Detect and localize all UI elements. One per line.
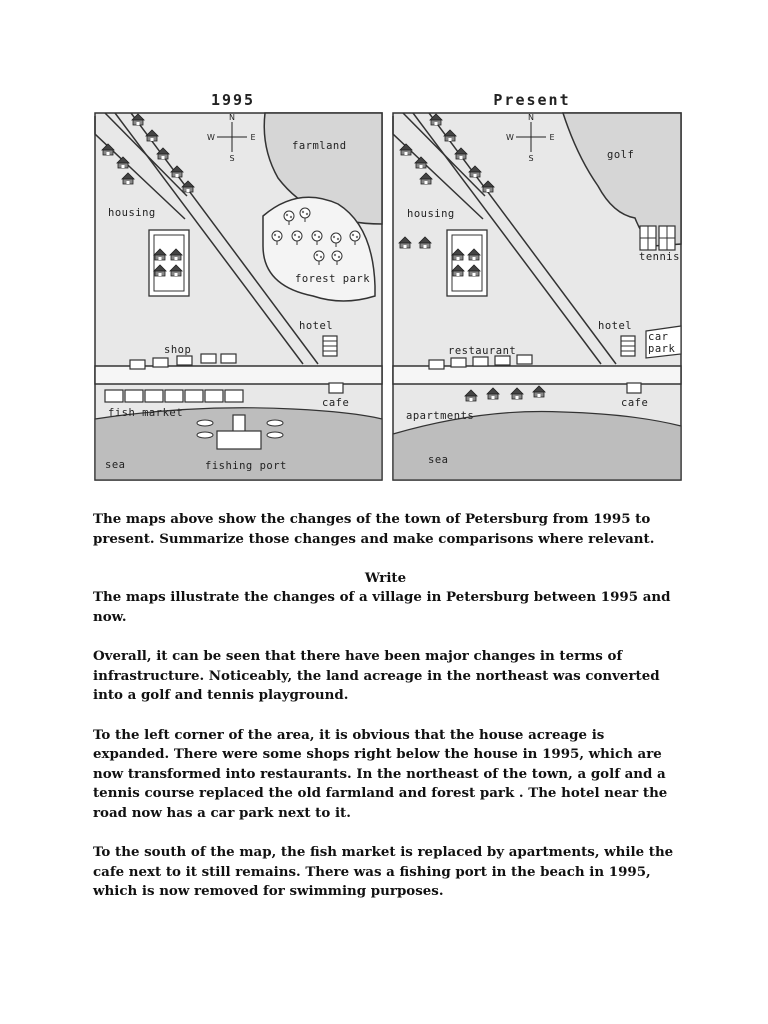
svg-text:E: E [250, 133, 256, 142]
label-farmland: farmland [292, 140, 347, 152]
label-cafe-1995: cafe [322, 397, 350, 409]
svg-text:W: W [506, 133, 514, 142]
svg-text:N: N [528, 113, 534, 122]
task-prompt: The maps above show the changes of the town of Petersburg from 1995 to present. Summarize those changes and make comparisons where relevant. [93, 511, 655, 547]
svg-text:S: S [528, 154, 534, 163]
body-paragraph-1: To the left corner of the area, it is obvious that the house acreage is expanded. There were some shops right below the house in 1995, which are now transformed into restaurants. In the northeast of the town, a golf and a tennis course replaced the old farmland and forest park . The hotel near the road now has a car park next to it. [93, 726, 668, 821]
svg-text:S: S [229, 154, 235, 163]
svg-text:E: E [549, 133, 555, 142]
label-apartments: apartments [406, 410, 475, 422]
body-paragraph-2: To the south of the map, the fish market is replaced by apartments, while the cafe next to it still remains. There was a fishing port in the beach in 1995, which is now removed for swimming purposes. [93, 844, 674, 900]
label-hotel-1995: hotel [299, 320, 334, 332]
essay-text [93, 510, 678, 902]
svg-text:W: W [207, 133, 215, 142]
label-hotel-present: hotel [598, 320, 633, 332]
label-shop: shop [164, 344, 192, 356]
label-sea-1995: sea [105, 459, 126, 471]
label-sea-present: sea [428, 454, 449, 466]
map-present-title: Present [493, 91, 571, 109]
map-1995-title: 1995 [210, 91, 256, 109]
label-forest-park: forest park [295, 273, 371, 285]
overview-paragraph: Overall, it can be seen that there have been major changes in terms of infrastructure. Noticeably, the land acreage in the northeast was converted into a golf and tennis playground. [93, 648, 660, 704]
label-housing-present: housing [407, 208, 455, 220]
label-restaurant: restaurant [448, 345, 517, 357]
label-golf: golf [607, 149, 635, 161]
label-housing-1995: housing [108, 207, 156, 219]
label-cafe-present: cafe [621, 397, 649, 409]
map-1995 [95, 91, 382, 480]
map-present [393, 91, 681, 480]
label-fish-market: fish market [108, 407, 184, 419]
maps-figure [93, 86, 683, 484]
svg-text:N: N [229, 113, 235, 122]
label-tennis: tennis [639, 251, 680, 263]
intro-paragraph: The maps illustrate the changes of a village in Petersburg between 1995 and now. [93, 589, 671, 625]
label-car-park: car park [648, 331, 676, 355]
label-fishing-port: fishing port [205, 460, 287, 472]
write-heading: Write [364, 569, 407, 586]
